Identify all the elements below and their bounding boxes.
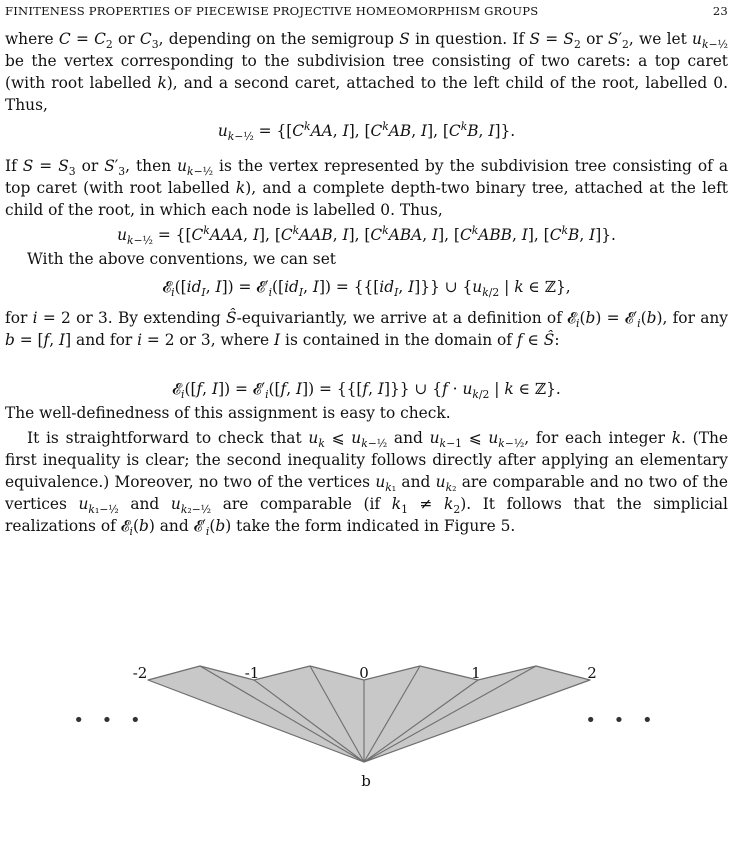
running-title: FINITENESS PROPERTIES OF PIECEWISE PROJECTIVE HOMEOMORPHISM GROUPS: [5, 4, 539, 18]
vertex-label-b: b: [361, 772, 371, 790]
paragraph-5-text: The well-definedness of this assignment is easy to check.: [5, 404, 451, 422]
left-ellipsis-dots: • • •: [73, 710, 147, 731]
right-ellipsis-dots: • • •: [585, 710, 659, 731]
vertex-label-1: 1: [471, 664, 481, 682]
equation-1: $u_{k-\frac{1}{2}} = \{[C^kAA$, I], [$C^kAB$, I], [$C^kB$, I]}.: [217, 119, 516, 144]
equation-2: $u_{k-\frac{1}{2}} = \{[C^kAAA$, I], [$C^kAAB$, I], [$C^kABA$, I], [$C^kABB$, I], [$C^kB$, I]}.: [117, 223, 616, 248]
running-header: [5, 4, 728, 22]
paragraph-6: It is straightforward to check that $u_k$ ⩽ $u_{k-\frac{1}{2}}$ and $u_{k-1}$ ⩽ $u_{k-\frac{1}{2}}$, for each integer k. (The first inequality is clear; the second inequality follows directly after applying an elementary equivalence.) Moreover, no two of the vertices $u_{k_1}$ and $u_{k_2}$ are comparable and no two of the vertices $u_{k_1-\frac{1}{2}}$ and $u_{k_2-\frac{1}{2}}$ are comparable (if $k_1 \ne k_2$). It follows that the simplicial realizations of 𝓔$_i$(b) and $𝓔'_i(b)$ take the form indicated in Figure 5.: [5, 429, 728, 539]
figure-5: [0, 620, 731, 800]
equation-4: 𝓔$_i$([f, $I]) = 𝓔'_i([f$, I]) = {{[f, I]}} ∪ {$f \cdot u_{k/2}$ | k ∈ ℤ}.: [172, 380, 561, 402]
page-number: 23: [712, 4, 728, 18]
vertex-label-neg2: -2: [132, 664, 148, 682]
equation-3: $𝓔_i([id_I$, $I]) = 𝓔'_i([id_I$, $I]) = \{\{[id_I$, I]}} ∪ {$u_{k/2}$ | k ∈ ℤ},: [162, 278, 571, 300]
paragraph-2: If $S = S_3$ or $S'_3$, then $u_{k-\frac{1}{2}}$ is the vertex represented by the subdivision tree consisting of a top caret (with root labelled k), and a complete depth-two binary tree, attached at the left child of the root, in which each node is labelled 0. Thus,: [5, 157, 728, 219]
paragraph-1: where $C = C_2$ or $C_3$, depending on the semigroup S in question. If $S = S_2$ or $S'_2$, we let $u_{k-\frac{1}{2}}$ be the vertex corresponding to the subdivision tree consisting of two carets: a top caret (with root labelled k), and a second caret, attached to the left child of the root, labelled 0. Thus,: [5, 30, 728, 114]
paragraph-5: [5, 402, 728, 424]
vertex-label-neg1: -1: [244, 664, 260, 682]
fan-region: [148, 666, 590, 762]
vertex-label-0: 0: [359, 664, 369, 682]
figure-5-diagram: [0, 620, 731, 800]
paragraph-3: With the above conventions, we can set: [27, 250, 336, 268]
vertex-label-2: 2: [587, 664, 597, 682]
paragraph-4: for i = 2 or 3. By extending Ŝ-equivariantly, we arrive at a definition of 𝓔$_i$(b) = $𝓔'_i(b)$, for any b = [f, I] and for i = 2 or 3, where I is contained in the domain of f ∈ Ŝ:: [5, 309, 728, 349]
